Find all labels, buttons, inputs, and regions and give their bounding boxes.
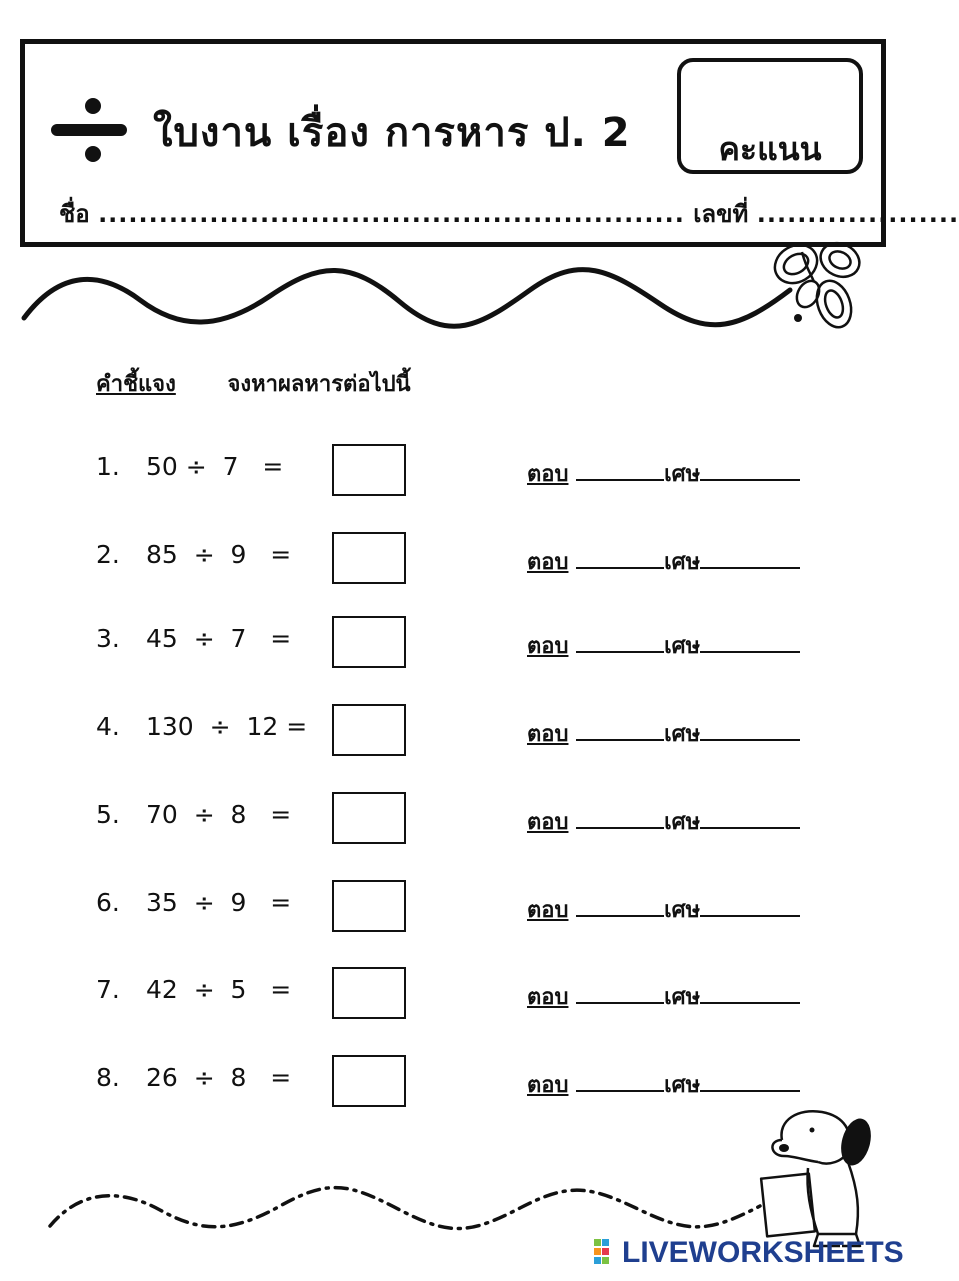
remainder-input-3[interactable] [700,633,800,653]
watermark-text: LIVEWORKSHEETS [622,1236,904,1269]
remainder-input-2[interactable] [700,549,800,569]
question-number: 8. [96,1063,120,1092]
liveworksheets-logo-icon [594,1239,618,1267]
question-row-5 [0,792,901,852]
question-row-2 [0,532,901,592]
worksheet-title: ใบงาน เรื่อง การหาร ป. 2 [153,110,631,156]
answer-line-7 [527,979,800,1014]
question-row-4 [0,704,901,764]
liveworksheets-logo [594,1236,904,1270]
answer-box-6[interactable] [332,880,406,932]
remainder-label: เศษ [664,898,701,923]
answer-line-4 [527,716,800,751]
answer-input-6[interactable] [576,897,664,917]
question-expression: 45 ÷ 7 = [146,624,292,653]
answer-line-6 [527,892,800,927]
answer-box-3[interactable] [332,616,406,668]
answer-box-1[interactable] [332,444,406,496]
question-expression: 35 ÷ 9 = [146,888,292,917]
answer-label: ตอบ [527,462,569,487]
remainder-label: เศษ [664,634,701,659]
answer-input-8[interactable] [576,1072,664,1092]
answer-label: ตอบ [527,810,569,835]
remainder-label: เศษ [664,1073,701,1098]
answer-box-7[interactable] [332,967,406,1019]
question-expression: 130 ÷ 12 = [146,712,308,741]
question-row-6 [0,880,901,940]
division-icon [49,96,129,166]
header-box [20,39,959,247]
question-number: 6. [96,888,120,917]
score-label: คะแนน [718,130,822,168]
question-row-7 [0,967,901,1027]
name-field[interactable]: .......................................................... [98,200,685,228]
remainder-label: เศษ [664,550,701,575]
answer-input-3[interactable] [576,633,664,653]
answer-label: ตอบ [527,634,569,659]
question-number: 5. [96,800,120,829]
remainder-input-1[interactable] [700,461,800,481]
remainder-label: เศษ [664,462,701,487]
answer-label: ตอบ [527,898,569,923]
question-expression: 70 ÷ 8 = [146,800,292,829]
instructions-text: จงหาผลหารต่อไปนี้ [227,372,411,397]
remainder-input-4[interactable] [700,721,800,741]
question-expression: 26 ÷ 8 = [146,1063,292,1092]
butterfly-icon [762,232,872,342]
remainder-label: เศษ [664,985,701,1010]
remainder-label: เศษ [664,722,701,747]
answer-line-1 [527,456,800,491]
question-number: 2. [96,540,120,569]
number-label: เลขที่ [693,200,749,228]
question-number: 7. [96,975,120,1004]
name-label: ชื่อ [59,200,90,228]
answer-line-5 [527,804,800,839]
question-number: 1. [96,452,120,481]
answer-line-3 [527,628,800,663]
answer-box-5[interactable] [332,792,406,844]
question-expression: 42 ÷ 5 = [146,975,292,1004]
remainder-input-8[interactable] [700,1072,800,1092]
answer-box-8[interactable] [332,1055,406,1107]
remainder-input-7[interactable] [700,984,800,1004]
number-field[interactable]: .................... [756,200,959,228]
answer-box-4[interactable] [332,704,406,756]
answer-label: ตอบ [527,722,569,747]
instructions [96,366,411,401]
question-row-3 [0,616,901,676]
remainder-label: เศษ [664,810,701,835]
answer-input-1[interactable] [576,461,664,481]
instructions-label: คำชี้แจง [96,372,176,397]
question-number: 4. [96,712,120,741]
question-row-1 [0,444,901,504]
question-expression: 50 ÷ 7 = [146,452,284,481]
score-box [677,58,863,174]
name-row [59,194,959,233]
remainder-input-6[interactable] [700,897,800,917]
answer-input-4[interactable] [576,721,664,741]
answer-line-8 [527,1067,800,1102]
answer-input-2[interactable] [576,549,664,569]
answer-line-2 [527,544,800,579]
snoopy-icon [748,1100,888,1250]
answer-label: ตอบ [527,985,569,1010]
question-expression: 85 ÷ 9 = [146,540,292,569]
question-number: 3. [96,624,120,653]
answer-input-5[interactable] [576,809,664,829]
answer-box-2[interactable] [332,532,406,584]
answer-label: ตอบ [527,1073,569,1098]
answer-label: ตอบ [527,550,569,575]
remainder-input-5[interactable] [700,809,800,829]
answer-input-7[interactable] [576,984,664,1004]
